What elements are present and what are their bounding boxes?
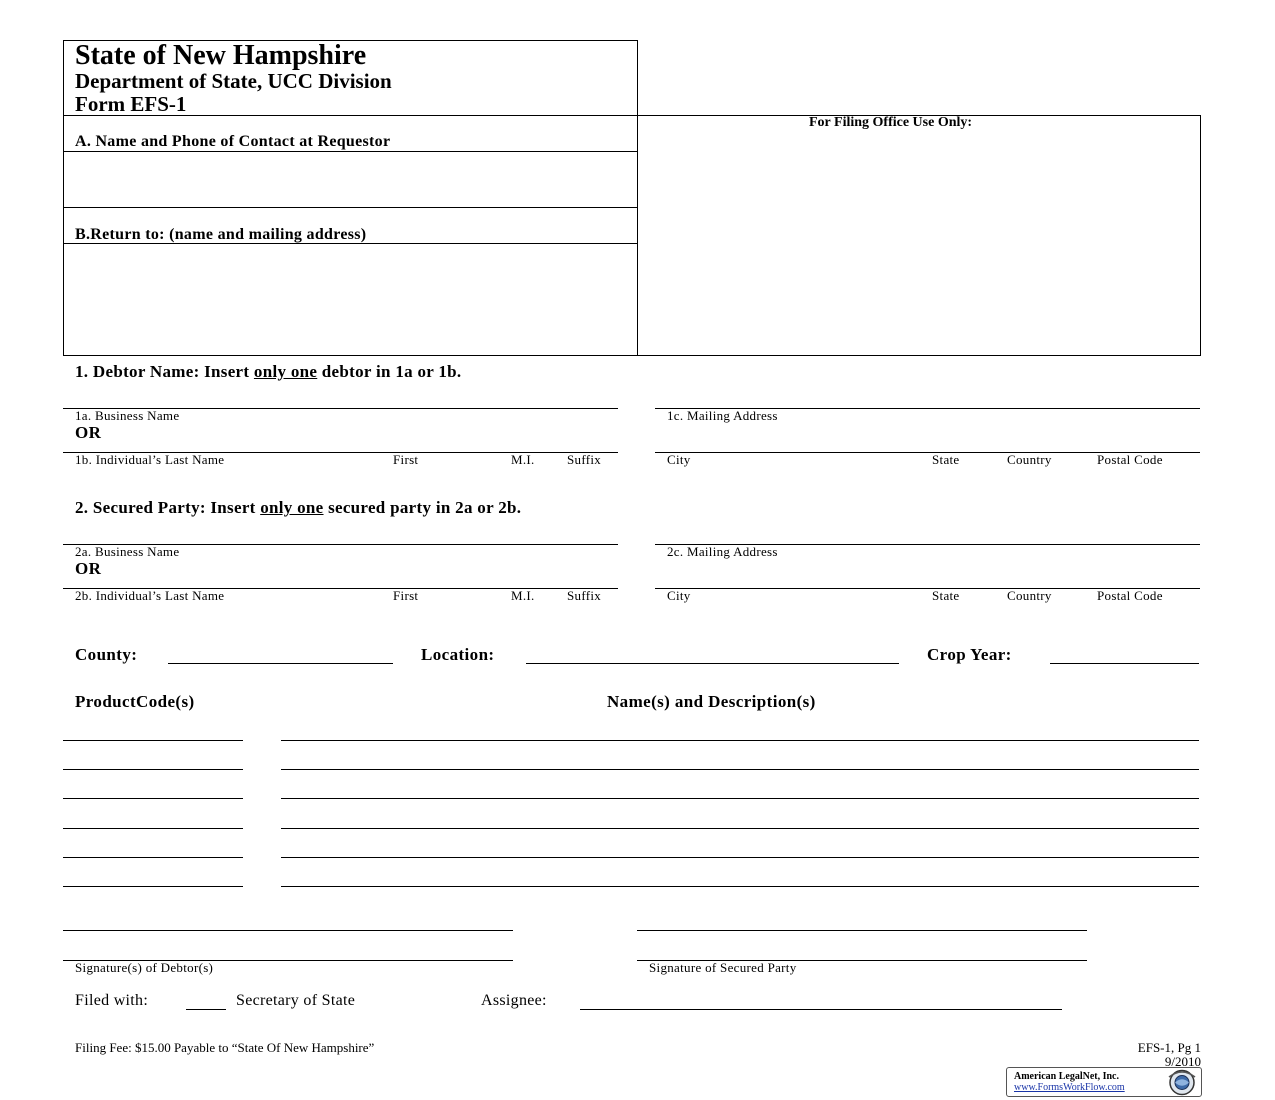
debtor-mi-label: M.I. — [511, 452, 535, 467]
debtor-or-label: OR — [75, 423, 102, 442]
contact-field[interactable] — [63, 151, 638, 208]
description-line[interactable] — [281, 740, 1199, 741]
form-department: Department of State, UCC Division — [75, 69, 392, 93]
form-state-title: State of New Hampshire — [75, 40, 367, 71]
description-line[interactable] — [281, 828, 1199, 829]
section-1-pre: 1. Debtor Name: Insert — [75, 362, 254, 381]
secured-city-label: City — [667, 588, 691, 603]
left-bottom-border — [63, 355, 638, 356]
section-b-label: B.Return to: (name and mailing address) — [75, 226, 367, 243]
secured-country-label: Country — [1007, 588, 1052, 603]
section-2-pre: 2. Secured Party: Insert — [75, 498, 261, 517]
description-line[interactable] — [281, 857, 1199, 858]
section-1-emph: only one — [253, 362, 318, 381]
description-line[interactable] — [281, 769, 1199, 770]
vendor-logo[interactable] — [1006, 1067, 1202, 1097]
product-code-line[interactable] — [63, 828, 243, 829]
debtor-city-label: City — [667, 452, 691, 467]
crop-year-field[interactable] — [1050, 663, 1199, 664]
globe-icon — [1165, 1069, 1199, 1096]
return-to-field[interactable] — [64, 244, 636, 354]
filed-with-blank[interactable] — [186, 1009, 226, 1010]
secured-mailing-label: 2c. Mailing Address — [667, 544, 778, 559]
debtor-mailing-label: 1c. Mailing Address — [667, 408, 778, 423]
location-label: Location: — [421, 645, 495, 664]
secured-or-label: OR — [75, 559, 102, 578]
vendor-url[interactable]: www.FormsWorkFlow.com — [1014, 1082, 1125, 1093]
county-field[interactable] — [168, 663, 393, 664]
debtor-country-label: Country — [1007, 452, 1052, 467]
description-line[interactable] — [281, 798, 1199, 799]
product-code-line[interactable] — [63, 740, 243, 741]
description-header: Name(s) and Description(s) — [607, 692, 816, 711]
secured-suffix-label: Suffix — [567, 588, 602, 603]
description-line[interactable] — [281, 886, 1199, 887]
assignee-label: Assignee: — [481, 992, 547, 1009]
section-2-emph: only one — [260, 498, 324, 517]
form-id: Form EFS-1 — [75, 92, 187, 116]
product-code-line[interactable] — [63, 857, 243, 858]
debtor-first-label: First — [393, 452, 419, 467]
debtor-signature-line[interactable] — [63, 930, 513, 931]
secured-individual-label: 2b. Individual’s Last Name — [75, 588, 225, 603]
filing-fee-text: Filing Fee: $15.00 Payable to “State Of New Hampshire” — [75, 1040, 375, 1055]
product-code-header: ProductCode(s) — [75, 692, 195, 711]
form-date-label: 9/2010 — [1164, 1054, 1201, 1069]
debtor-business-label: 1a. Business Name — [75, 408, 180, 423]
debtor-suffix-label: Suffix — [567, 452, 602, 467]
secured-state-label: State — [932, 588, 960, 603]
filing-office-box — [637, 115, 1201, 356]
debtor-postal-label: Postal Code — [1097, 452, 1163, 467]
product-code-line[interactable] — [63, 886, 243, 887]
secured-mi-label: M.I. — [511, 588, 535, 603]
vendor-name: American LegalNet, Inc. — [1014, 1071, 1119, 1082]
product-code-line[interactable] — [63, 798, 243, 799]
location-field[interactable] — [526, 663, 899, 664]
product-code-line[interactable] — [63, 769, 243, 770]
debtor-signature-label: Signature(s) of Debtor(s) — [75, 960, 214, 975]
secured-signature-line[interactable] — [637, 930, 1087, 931]
filed-with-label: Filed with: — [75, 992, 149, 1009]
filing-office-label: For Filing Office Use Only: — [809, 115, 973, 130]
assignee-field[interactable] — [580, 1009, 1062, 1010]
form-page-label: EFS-1, Pg 1 — [1137, 1040, 1201, 1055]
section-a-label: A. Name and Phone of Contact at Requestor — [75, 133, 391, 150]
section-1-post: debtor in 1a or 1b. — [317, 362, 462, 381]
county-label: County: — [75, 645, 138, 664]
debtor-state-label: State — [932, 452, 960, 467]
section-2-post: secured party in 2a or 2b. — [323, 498, 522, 517]
secured-signature-label: Signature of Secured Party — [649, 960, 797, 975]
secured-postal-label: Postal Code — [1097, 588, 1163, 603]
crop-year-label: Crop Year: — [927, 645, 1012, 664]
secured-business-label: 2a. Business Name — [75, 544, 180, 559]
secured-first-label: First — [393, 588, 419, 603]
debtor-individual-label: 1b. Individual’s Last Name — [75, 452, 225, 467]
section-2-title — [75, 498, 521, 518]
secretary-of-state-label: Secretary of State — [236, 992, 356, 1009]
section-1-title — [75, 362, 461, 382]
